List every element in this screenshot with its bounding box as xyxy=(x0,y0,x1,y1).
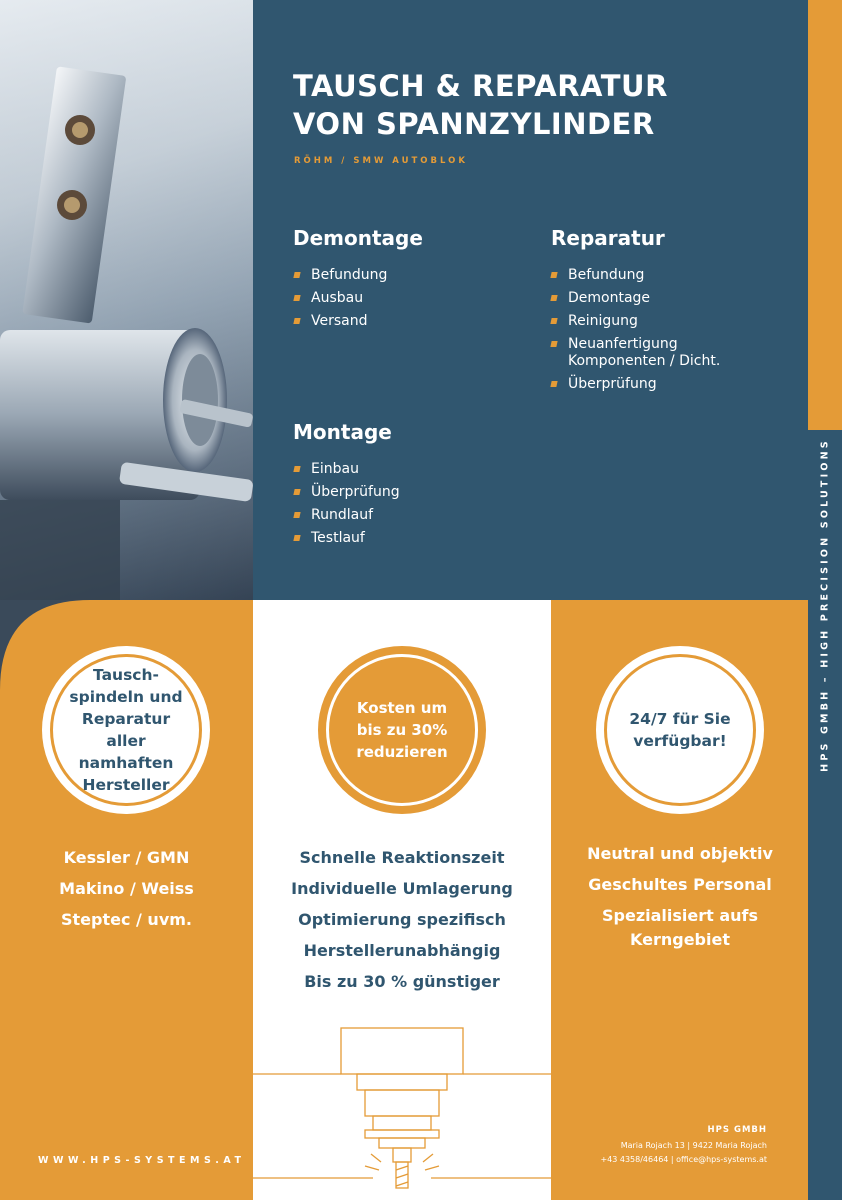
company-address: Maria Rojach 13 | 9422 Maria Rojach xyxy=(620,1141,767,1150)
company-name: HPS GMBH xyxy=(707,1125,767,1135)
feature-item: Individuelle Umlagerung xyxy=(291,879,513,898)
feature-list-right xyxy=(570,842,790,952)
spindle-illustration-icon xyxy=(253,1020,551,1200)
title-line-1: TAUSCH & REPARATUR xyxy=(293,69,668,103)
page-title xyxy=(293,67,668,143)
feature-list-middle xyxy=(253,842,551,997)
bullet-icon xyxy=(550,381,557,387)
reparatur-list xyxy=(551,267,751,399)
circle-badge-left: Tausch-spindeln und Reparatur aller namhaften Hersteller xyxy=(50,654,202,806)
list-item: Testlauf xyxy=(294,530,514,547)
list-item: Versand xyxy=(294,313,514,330)
bullet-icon xyxy=(293,535,300,541)
feature-item: Spezialisiert aufs Kerngebiet xyxy=(601,906,759,949)
demontage-list xyxy=(294,267,514,336)
bullet-icon xyxy=(550,318,557,324)
list-item: Überprüfung xyxy=(294,484,514,501)
title-line-2: VON SPANNZYLINDER xyxy=(293,107,655,141)
feature-item: Makino / Weiss xyxy=(59,879,194,898)
bullet-icon xyxy=(550,341,557,347)
side-tagline: HPS GMBH – HIGH PRECISION SOLUTIONS xyxy=(819,438,831,772)
list-item: Rundlauf xyxy=(294,507,514,524)
list-item: Demontage xyxy=(551,290,751,307)
feature-item: Optimierung spezifisch xyxy=(298,910,506,929)
bullet-icon xyxy=(550,295,557,301)
bullet-icon xyxy=(550,272,557,278)
bullet-icon xyxy=(293,272,300,278)
bullet-icon xyxy=(293,318,300,324)
feature-item: Steptec / uvm. xyxy=(60,910,192,929)
list-item: Reinigung xyxy=(551,313,751,330)
circle-badge-right: 24/7 für Sie verfügbar! xyxy=(604,654,756,806)
circle-badge-right-ring xyxy=(596,646,764,814)
circle-badge-middle-ring xyxy=(318,646,486,814)
list-item: Einbau xyxy=(294,461,514,478)
section-heading-demontage: Demontage xyxy=(293,226,423,250)
machine-spindle-photo xyxy=(0,0,253,600)
bullet-icon xyxy=(293,489,300,495)
page-subtitle: RÖHM / SMW AUTOBLOK xyxy=(294,156,468,166)
feature-list-left xyxy=(0,842,253,935)
spindle-photo-graphic xyxy=(0,0,253,600)
section-heading-montage: Montage xyxy=(293,420,392,444)
bullet-icon xyxy=(293,512,300,518)
list-item: Neuanfertigung Komponenten / Dicht. xyxy=(551,336,751,370)
feature-item: Kessler / GMN xyxy=(63,848,190,867)
list-item: Überprüfung xyxy=(551,376,751,393)
company-info xyxy=(600,1125,767,1167)
montage-list xyxy=(294,461,514,553)
section-heading-reparatur: Reparatur xyxy=(551,226,665,250)
side-strip-orange xyxy=(808,0,842,430)
circle-badge-middle: Kosten um bis zu 30% reduzieren xyxy=(326,654,478,806)
list-item: Befundung xyxy=(551,267,751,284)
feature-item: Neutral und objektiv xyxy=(587,844,773,863)
list-item: Ausbau xyxy=(294,290,514,307)
circle-badge-left-ring xyxy=(42,646,210,814)
company-contact[interactable]: +43 4358/46464 | office@hps-systems.at xyxy=(600,1155,767,1164)
feature-item: Schnelle Reaktionszeit xyxy=(299,848,505,867)
feature-item: Herstellerunabhängig xyxy=(303,941,501,960)
feature-item: Geschultes Personal xyxy=(588,875,772,894)
bullet-icon xyxy=(293,466,300,472)
website-link[interactable]: WWW.HPS-SYSTEMS.AT xyxy=(38,1155,246,1166)
feature-item: Bis zu 30 % günstiger xyxy=(304,972,500,991)
bullet-icon xyxy=(293,295,300,301)
list-item: Befundung xyxy=(294,267,514,284)
